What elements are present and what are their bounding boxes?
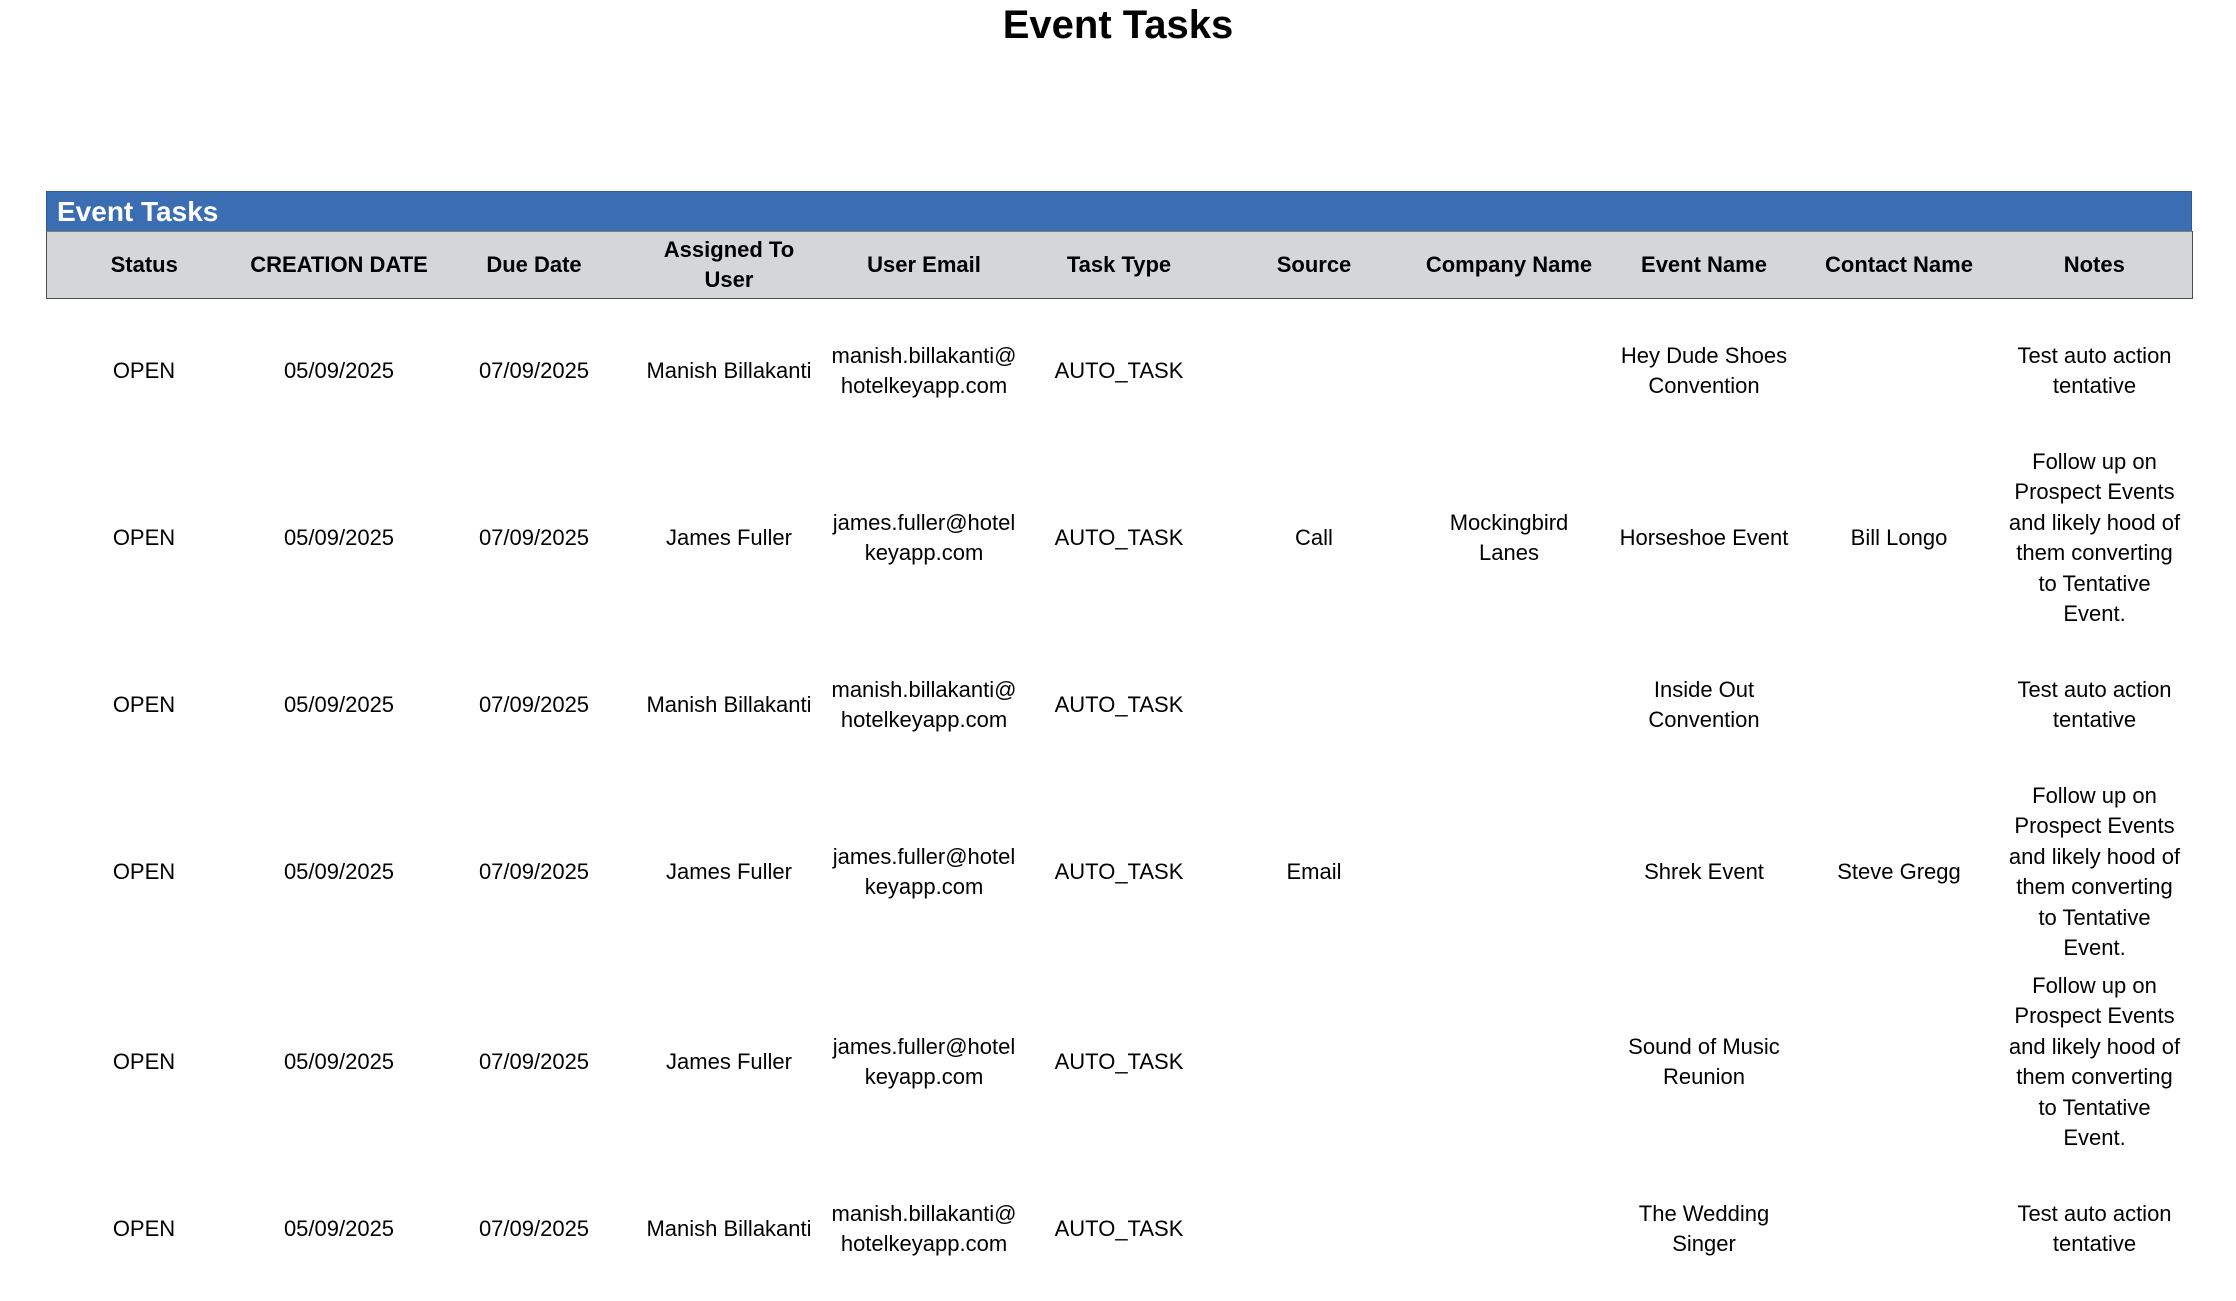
task-type-cell: AUTO_TASK [1022,1157,1217,1301]
user-email-cell: manish.billakanti@hotelkeyapp.com [827,299,1022,444]
notes-cell: Test auto action tentative [1997,299,2193,444]
table-row [47,1157,2193,1301]
notes-cell: Follow up on Prospect Events and likely hood of them converting to Tentative Event. [1997,443,2193,633]
header-row [47,232,2193,299]
event-tasks-table [46,231,2193,1301]
notes-cell: Follow up on Prospect Events and likely hood of them converting to Tentative Event. [1997,777,2193,967]
page-title: Event Tasks [0,0,2236,50]
table-row [47,633,2193,777]
column-header-due-date: Due Date [437,232,632,299]
column-header-notes: Notes [1997,232,2193,299]
assigned-to-cell: Manish Billakanti [632,299,827,444]
contact-name-cell: Bill Longo [1802,443,1997,633]
column-header-task-type: Task Type [1022,232,1217,299]
column-header-event-name: Event Name [1607,232,1802,299]
assigned-to-cell: James Fuller [632,777,827,967]
table-row [47,967,2193,1157]
event-name-cell: Horseshoe Event [1607,443,1802,633]
source-cell [1217,299,1412,444]
user-email-cell: manish.billakanti@hotelkeyapp.com [827,633,1022,777]
assigned-to-cell: James Fuller [632,443,827,633]
due-date-cell: 07/09/2025 [437,633,632,777]
section-header: Event Tasks [46,191,2192,231]
column-header-creation-date: CREATION DATE [242,232,437,299]
company-name-cell: Mockingbird Lanes [1412,443,1607,633]
contact-name-cell [1802,967,1997,1157]
column-header-company-name: Company Name [1412,232,1607,299]
status-cell: OPEN [47,777,242,967]
user-email-cell: manish.billakanti@hotelkeyapp.com [827,1157,1022,1301]
company-name-cell [1412,633,1607,777]
due-date-cell: 07/09/2025 [437,299,632,444]
status-cell: OPEN [47,443,242,633]
user-email-cell: james.fuller@hotelkeyapp.com [827,967,1022,1157]
status-cell: OPEN [47,967,242,1157]
source-cell: Call [1217,443,1412,633]
column-header-contact-name: Contact Name [1802,232,1997,299]
column-header-user-email: User Email [827,232,1022,299]
status-cell: OPEN [47,299,242,444]
user-email-cell: james.fuller@hotelkeyapp.com [827,777,1022,967]
assigned-to-cell: James Fuller [632,967,827,1157]
event-name-cell: Inside Out Convention [1607,633,1802,777]
task-type-cell: AUTO_TASK [1022,777,1217,967]
notes-cell: Test auto action tentative [1997,1157,2193,1301]
table-row [47,299,2193,444]
event-name-cell: The Wedding Singer [1607,1157,1802,1301]
status-cell: OPEN [47,1157,242,1301]
assigned-to-cell: Manish Billakanti [632,1157,827,1301]
table-row [47,777,2193,967]
due-date-cell: 07/09/2025 [437,777,632,967]
task-type-cell: AUTO_TASK [1022,443,1217,633]
event-name-cell: Shrek Event [1607,777,1802,967]
source-cell [1217,967,1412,1157]
task-type-cell: AUTO_TASK [1022,633,1217,777]
notes-cell: Test auto action tentative [1997,633,2193,777]
contact-name-cell [1802,1157,1997,1301]
company-name-cell [1412,299,1607,444]
company-name-cell [1412,777,1607,967]
due-date-cell: 07/09/2025 [437,443,632,633]
creation-date-cell: 05/09/2025 [242,967,437,1157]
task-type-cell: AUTO_TASK [1022,299,1217,444]
company-name-cell [1412,967,1607,1157]
table-body [47,299,2193,1301]
source-cell [1217,1157,1412,1301]
column-header-assigned-to-user: Assigned To User [632,232,827,299]
company-name-cell [1412,1157,1607,1301]
due-date-cell: 07/09/2025 [437,967,632,1157]
event-name-cell: Sound of Music Reunion [1607,967,1802,1157]
source-cell: Email [1217,777,1412,967]
contact-name-cell [1802,299,1997,444]
creation-date-cell: 05/09/2025 [242,633,437,777]
creation-date-cell: 05/09/2025 [242,1157,437,1301]
creation-date-cell: 05/09/2025 [242,777,437,967]
creation-date-cell: 05/09/2025 [242,299,437,444]
event-name-cell: Hey Dude Shoes Convention [1607,299,1802,444]
source-cell [1217,633,1412,777]
event-tasks-report [46,191,2192,1301]
notes-cell: Follow up on Prospect Events and likely hood of them converting to Tentative Event. [1997,967,2193,1157]
due-date-cell: 07/09/2025 [437,1157,632,1301]
contact-name-cell: Steve Gregg [1802,777,1997,967]
contact-name-cell [1802,633,1997,777]
creation-date-cell: 05/09/2025 [242,443,437,633]
status-cell: OPEN [47,633,242,777]
user-email-cell: james.fuller@hotelkeyapp.com [827,443,1022,633]
assigned-to-cell: Manish Billakanti [632,633,827,777]
task-type-cell: AUTO_TASK [1022,967,1217,1157]
column-header-source: Source [1217,232,1412,299]
table-row [47,443,2193,633]
table-header [47,232,2193,299]
column-header-status: Status [47,232,242,299]
